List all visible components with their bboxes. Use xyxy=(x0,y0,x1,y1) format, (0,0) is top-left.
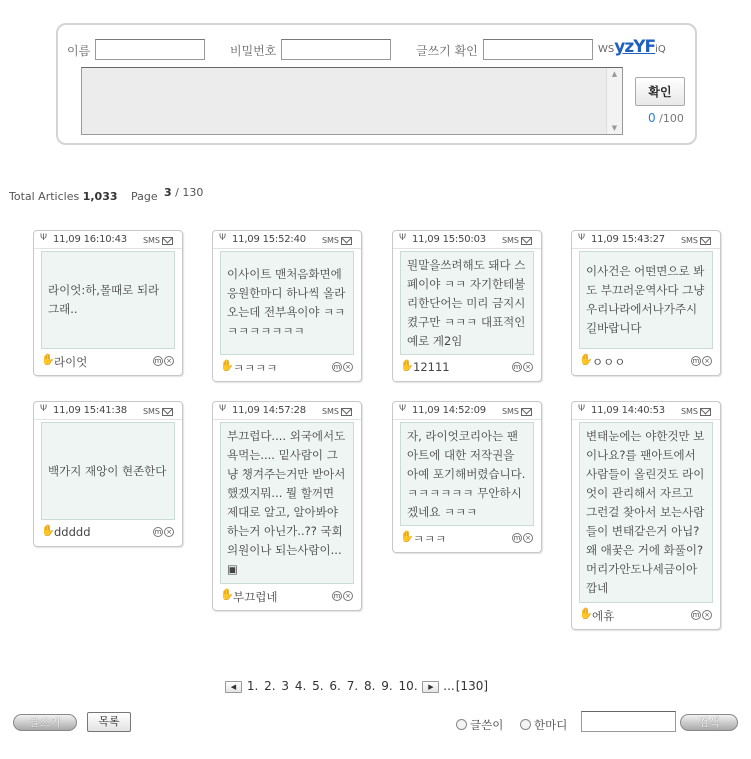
memo-card-footer xyxy=(393,526,541,552)
memo-content-text: 이사이트 맨처음화면에 응원한마디 하나씩 올라오는데 전부욕이야 ㅋㅋㅋㅋㅋㅋㅋㅋㅋ xyxy=(227,267,346,338)
memo-datetime: 11,09 15:43:27 xyxy=(591,234,665,245)
radio-memo-label: 한마디 xyxy=(534,718,568,732)
total-articles-value: 1,033 xyxy=(82,190,118,203)
hand-icon: ✋ xyxy=(400,530,414,543)
hand-icon: ✋ xyxy=(41,353,55,366)
sms-label: SMS xyxy=(142,407,160,416)
search-input[interactable] xyxy=(581,711,676,732)
memo-content-text: 라이엇:하,몰때로 되라 그래.. xyxy=(48,283,160,316)
memo-author: 12111 xyxy=(413,360,450,374)
memo-card-footer xyxy=(572,349,720,375)
antenna-icon: Ψ xyxy=(399,404,407,414)
delete-icon[interactable]: × xyxy=(702,356,712,366)
hand-icon: ✋ xyxy=(41,524,55,537)
memo-card xyxy=(212,230,362,382)
memo-datetime: 11,09 16:10:43 xyxy=(53,234,127,245)
delete-icon[interactable]: × xyxy=(702,610,712,620)
memo-content xyxy=(41,251,175,349)
envelope-icon[interactable] xyxy=(341,408,352,416)
search-button[interactable]: 검색 xyxy=(680,714,738,731)
antenna-icon: Ψ xyxy=(399,233,407,243)
memo-card xyxy=(571,230,721,376)
write-button[interactable]: 글쓰기 xyxy=(13,714,77,731)
memo-datetime: 11,09 14:57:28 xyxy=(232,405,306,416)
memo-card-header xyxy=(213,402,361,420)
memo-card-header xyxy=(34,231,182,249)
memo-card-footer xyxy=(393,355,541,381)
memo-card-footer xyxy=(213,584,361,610)
edit-icon[interactable]: m xyxy=(154,357,162,365)
page-link-2[interactable]: 2. xyxy=(264,679,276,693)
page-link-last[interactable]: [130] xyxy=(455,679,489,693)
content-textarea[interactable] xyxy=(82,68,622,134)
antenna-icon: Ψ xyxy=(578,404,586,414)
page-link-7[interactable]: 7. xyxy=(346,679,359,693)
memo-card-footer xyxy=(572,603,720,629)
sms-label: SMS xyxy=(142,236,160,245)
page-current: 3 xyxy=(164,186,172,199)
hand-icon: ✋ xyxy=(579,607,593,620)
edit-icon[interactable]: m xyxy=(154,528,162,536)
edit-icon[interactable]: m xyxy=(513,363,521,371)
memo-card-header xyxy=(393,231,541,249)
delete-icon[interactable]: × xyxy=(343,591,353,601)
password-input[interactable] xyxy=(281,39,391,60)
memo-card-footer xyxy=(213,355,361,381)
captcha-part-1: WS xyxy=(598,44,615,55)
name-label: 이름 xyxy=(67,44,91,58)
delete-icon[interactable]: × xyxy=(343,362,353,372)
page-link-3-current: 3 xyxy=(281,679,290,693)
next-arrow-icon[interactable]: ▶ xyxy=(422,681,439,693)
sms-label: SMS xyxy=(321,407,339,416)
hand-icon: ✋ xyxy=(400,359,414,372)
envelope-icon[interactable] xyxy=(700,237,711,245)
password-label: 비밀번호 xyxy=(230,44,277,58)
content-textarea-wrap xyxy=(81,67,623,135)
memo-card-header xyxy=(572,402,720,420)
memo-datetime: 11,09 14:40:53 xyxy=(591,405,665,416)
memo-card xyxy=(33,230,183,376)
memo-card xyxy=(571,401,721,630)
hand-icon: ✋ xyxy=(220,359,234,372)
edit-icon[interactable]: m xyxy=(513,534,521,542)
memo-author: 부끄럽네 xyxy=(233,590,278,604)
sms-label: SMS xyxy=(501,407,519,416)
envelope-icon[interactable] xyxy=(162,408,173,416)
memo-card-header xyxy=(393,402,541,420)
char-counter-current: 0 xyxy=(648,111,656,125)
envelope-icon[interactable] xyxy=(521,408,532,416)
write-form xyxy=(56,23,697,145)
prev-arrow-icon[interactable]: ◀ xyxy=(225,681,242,693)
envelope-icon[interactable] xyxy=(341,237,352,245)
antenna-icon: Ψ xyxy=(219,404,227,414)
page-total: / 130 xyxy=(175,186,204,199)
hand-icon: ✋ xyxy=(220,588,234,601)
page-link-9[interactable]: 9. xyxy=(381,679,393,693)
memo-content xyxy=(400,422,534,526)
envelope-icon[interactable] xyxy=(162,237,173,245)
delete-icon[interactable]: × xyxy=(164,356,174,366)
char-counter-max: /100 xyxy=(659,112,684,125)
sms-label: SMS xyxy=(680,407,698,416)
memo-author: ㅋㅋㅋㅋ xyxy=(233,361,278,375)
memo-content-text: 변태눈에는 야한것만 보이나요?를 팬아트에서 사람들이 올린것도 라이엇이 관리해서 자르고 그런걸 찾아서 보는사람들이 변태같은거 아닙? 왜 애꿎은 거에 화풀이?머리가안도나세금이아깝네 xyxy=(586,429,705,595)
scroll-up-icon[interactable]: ▲ xyxy=(611,70,618,78)
page-link-8[interactable]: 8. xyxy=(363,679,376,693)
memo-author: ㅋㅋㅋ xyxy=(413,532,447,546)
radio-writer-label: 글쓴이 xyxy=(470,718,504,732)
captcha-part-3: iQ xyxy=(655,44,666,55)
envelope-icon[interactable] xyxy=(521,237,532,245)
sms-label: SMS xyxy=(501,236,519,245)
memo-card xyxy=(212,401,362,611)
memo-card-header xyxy=(34,402,182,420)
radio-writer[interactable] xyxy=(456,717,503,733)
memo-content xyxy=(579,251,713,349)
memo-content-text: 이사건은 어떤면으로 봐도 부끄러운역사다 그냥 우리나라에서나가주시길바랍니다 xyxy=(586,264,705,335)
name-input[interactable] xyxy=(95,39,205,60)
memo-content-text: 부끄럽다.... 외국에서도 욕먹는.... 밑사람이 그냥 챙겨주는거만 받아서 했겠지뭐... 뭘 할꺼면 제대로 알고, 알아봐야 하는거 아닌가..?? 국회의원이나 되는사람이... ▣ xyxy=(227,429,346,576)
delete-icon[interactable]: × xyxy=(523,533,533,543)
memo-content xyxy=(41,422,175,520)
memo-author: ddddd xyxy=(54,525,91,539)
memo-card-footer xyxy=(34,349,182,375)
edit-icon[interactable]: m xyxy=(333,592,341,600)
captcha-part-2: yzYF xyxy=(614,37,656,57)
memo-datetime: 11,09 15:52:40 xyxy=(232,234,306,245)
memo-content xyxy=(220,422,354,584)
page-link-10[interactable]: 10. xyxy=(398,679,418,693)
memo-card-footer xyxy=(34,520,182,546)
page-link-1[interactable]: 1. xyxy=(246,679,259,693)
memo-card xyxy=(33,401,183,547)
page-link-4[interactable]: 4. xyxy=(294,679,307,693)
submit-button[interactable]: 확인 xyxy=(635,77,685,106)
memo-content-text: 자, 라이엇코리아는 팬아트에 대한 저작권을 아예 포기해버렸습니다. ㅋㅋㅋㅋㅋㅋ 무안하시겠네요 ㅋㅋㅋ xyxy=(407,428,526,519)
scroll-down-icon[interactable]: ▼ xyxy=(611,124,618,132)
radio-circle-icon[interactable] xyxy=(520,719,531,730)
memo-content xyxy=(220,251,354,355)
radio-circle-icon[interactable] xyxy=(456,719,467,730)
delete-icon[interactable]: × xyxy=(164,527,174,537)
pagination xyxy=(225,679,489,693)
sms-label: SMS xyxy=(680,236,698,245)
page-link-6[interactable]: 6. xyxy=(329,679,341,693)
memo-content xyxy=(400,251,534,355)
memo-content xyxy=(579,422,713,603)
page-label: Page xyxy=(131,190,158,203)
memo-content-text: 백가지 재앙이 현존한다 xyxy=(48,463,167,478)
memo-author: ㅇㅇㅇ xyxy=(592,355,626,369)
hand-icon: ✋ xyxy=(579,353,593,366)
radio-memo[interactable] xyxy=(520,717,567,733)
char-counter xyxy=(648,111,684,125)
envelope-icon[interactable] xyxy=(700,408,711,416)
captcha-label: 글쓰기 확인 xyxy=(416,44,478,58)
captcha-input[interactable] xyxy=(483,39,593,60)
memo-datetime: 11,09 15:41:38 xyxy=(53,405,127,416)
memo-card-header xyxy=(572,231,720,249)
memo-card-header xyxy=(213,231,361,249)
memo-datetime: 11,09 14:52:09 xyxy=(412,405,486,416)
total-articles-label: Total Articles xyxy=(9,190,80,203)
page-indicator xyxy=(164,186,203,199)
memo-author: 라이엇 xyxy=(54,355,88,369)
memo-datetime: 11,09 15:50:03 xyxy=(412,234,486,245)
captcha-code xyxy=(598,37,666,57)
list-button[interactable]: 목록 xyxy=(87,712,131,732)
edit-icon[interactable]: m xyxy=(692,611,700,619)
antenna-icon: Ψ xyxy=(578,233,586,243)
memo-card xyxy=(392,230,542,382)
edit-icon[interactable]: m xyxy=(692,357,700,365)
antenna-icon: Ψ xyxy=(40,404,48,414)
memo-content-text: 뭔말을쓰려해도 돼다 스폐이야 ㅋㅋ 자기한테불리한단어는 미리 금지시켰구만 ㅋㅋㅋ 대표적인예로 게2임 xyxy=(407,257,526,348)
delete-icon[interactable]: × xyxy=(523,362,533,372)
edit-icon[interactable]: m xyxy=(333,363,341,371)
pagination-ellipsis: ... xyxy=(443,679,455,693)
antenna-icon: Ψ xyxy=(219,233,227,243)
antenna-icon: Ψ xyxy=(40,233,48,243)
total-articles xyxy=(9,190,118,203)
memo-card xyxy=(392,401,542,553)
page-link-5[interactable]: 5. xyxy=(312,679,324,693)
page-label-wrap xyxy=(131,190,158,203)
memo-author: 에휴 xyxy=(592,609,615,623)
textarea-scrollbar[interactable] xyxy=(606,68,622,134)
sms-label: SMS xyxy=(321,236,339,245)
